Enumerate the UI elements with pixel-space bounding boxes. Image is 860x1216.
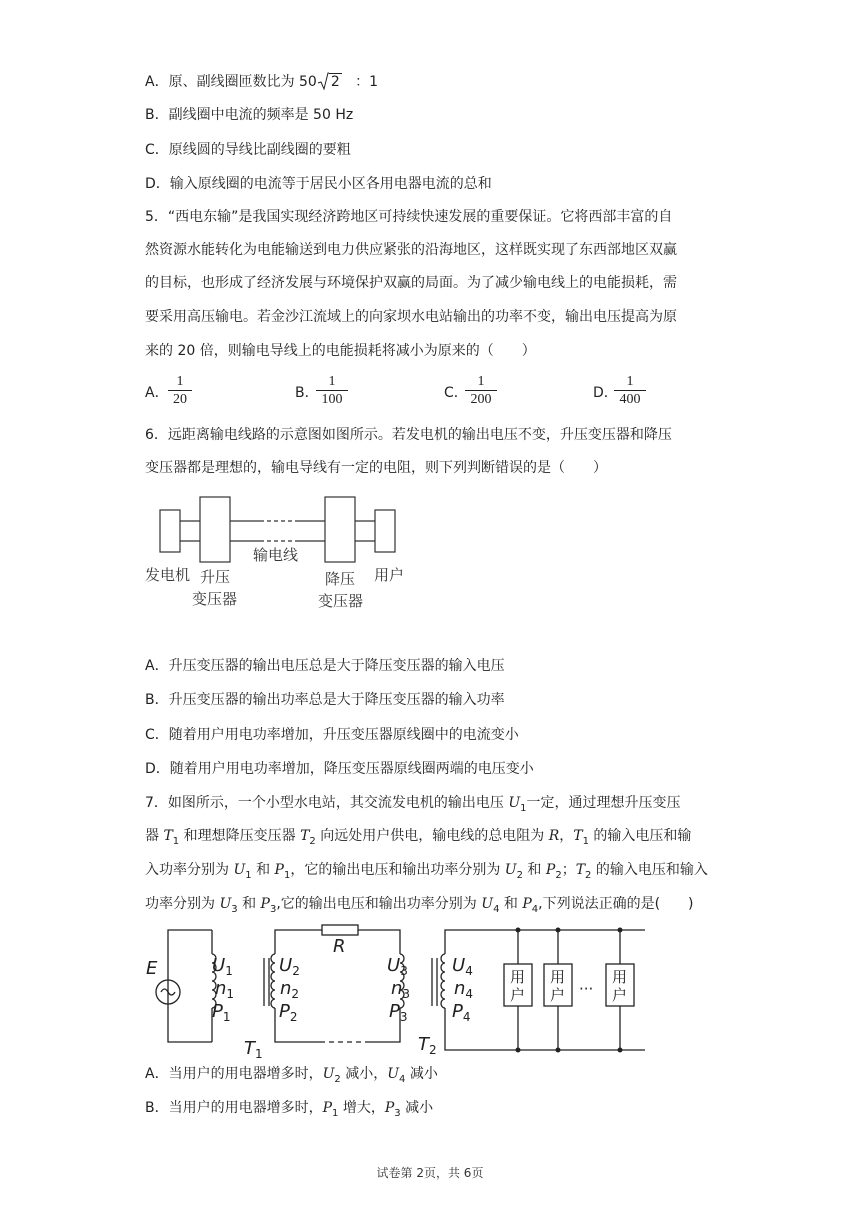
q5-line-5: 来的 20 倍，则输电导线上的电能损耗将减小为原来的（ ） bbox=[145, 343, 536, 359]
q7-text: 和 bbox=[499, 896, 523, 912]
var-r: R bbox=[548, 828, 560, 844]
q5-option-a-fraction bbox=[168, 374, 192, 409]
q6-option-b: B．升压变压器的输出功率总是大于降压变压器的输入功率 bbox=[145, 692, 505, 708]
user-load-3-label-1: 用 bbox=[612, 968, 628, 986]
q7-text: 的输入电压和输入 bbox=[591, 862, 708, 878]
q6-option-a: A．升压变压器的输出电压总是大于降压变压器的输入电压 bbox=[145, 658, 505, 674]
q7-line-1: 7．如图所示，一个小型水电站，其交流发电机的输出电压 $U_1$一定，通过理想升压变压 bbox=[145, 795, 681, 814]
svg-text:P3: $P_3$ bbox=[389, 1001, 408, 1024]
radicand: 2 bbox=[330, 74, 340, 90]
svg-text:U3: $U_3$ bbox=[387, 955, 408, 978]
q4-option-a-text: A．原、副线圈匝数比为 50 bbox=[145, 74, 317, 90]
q7-text: 7．如图所示，一个小型水电站，其交流发电机的输出电压 bbox=[145, 795, 509, 811]
q7-option-a-text: 减小 bbox=[405, 1066, 438, 1082]
q7-text: ； bbox=[561, 862, 576, 878]
q4-option-c: C．原线圆的导线比副线圈的要粗 bbox=[145, 142, 351, 158]
q5-option-d-label: D． bbox=[593, 385, 618, 401]
q7-text: ，它的输出电压和输出功率分别为 bbox=[290, 862, 505, 878]
q7-line-2: 器 $T_1$ 和理想降压变压器 $T_2$ 向远处用户供电，输电线的总电阻为 R，$T_1$ 的输入电压和输 bbox=[145, 828, 692, 847]
user-load-1-label-2: 户 bbox=[510, 986, 526, 1004]
q7-text: 和 bbox=[237, 896, 261, 912]
q5-line-3: 的目标，也形成了经济发展与环境保护双赢的局面。为了减少输电线上的电能损耗，需 bbox=[145, 275, 677, 291]
step-down-label-1: 降压 bbox=[325, 570, 356, 588]
q7-circuit-diagram bbox=[140, 922, 655, 1060]
user-load-1-label-1: 用 bbox=[510, 968, 526, 986]
q7-option-a: A．当用户的用电器增多时，$U_2$ 减小，$U_4$ 减小 bbox=[145, 1066, 438, 1085]
q5-line-1: 5．“西电东输”是我国实现经济跨地区可持续快速发展的重要保证。它将西部丰富的自 bbox=[145, 209, 673, 225]
user-label: 用户 bbox=[374, 566, 405, 584]
q7-option-b-text: B．当用户的用电器增多时， bbox=[145, 1100, 323, 1116]
transmission-diagram bbox=[140, 490, 420, 620]
q7-text: 和理想降压变压器 bbox=[179, 828, 301, 844]
q7-text: ,下列说法正确的是( ) bbox=[538, 896, 694, 912]
numerator: 1 bbox=[316, 374, 348, 391]
t1-secondary-coil bbox=[271, 954, 275, 1008]
q6-line-1: 6．远距离输电线路的示意图如图所示。若发电机的输出电压不变，升压变压器和降压 bbox=[145, 427, 672, 443]
sqrt-symbol bbox=[317, 71, 342, 92]
svg-text:U4: $U_4$ bbox=[452, 955, 473, 978]
label-t2: $T_2$ bbox=[418, 1034, 437, 1057]
q6-line-2: 变压器都是理想的，输电导线有一定的电阻，则下列判断错误的是（ ） bbox=[145, 460, 607, 476]
numerator: 1 bbox=[465, 374, 497, 391]
generator-box bbox=[160, 510, 180, 552]
var-t1: T bbox=[163, 828, 173, 844]
svg-text:n2: $n_2$ bbox=[280, 978, 300, 1001]
q7-line-4: 功率分别为 $U_3$ 和 $P_3$,它的输出电压和输出功率分别为 $U_4$ 和 $P_4$,下列说法正确的是( ) bbox=[145, 896, 694, 915]
q7-text: ， bbox=[559, 828, 574, 844]
user-box bbox=[375, 510, 395, 552]
numerator: 1 bbox=[614, 374, 646, 391]
q5-line-4: 要采用高压输电。若金沙江流域上的向家坝水电站输出的功率不变，输出电压提高为原 bbox=[145, 309, 677, 325]
page-footer: 试卷第 2页，共 6页 bbox=[376, 1166, 484, 1180]
step-up-label-2: 变压器 bbox=[192, 590, 238, 608]
q4-option-a bbox=[145, 71, 378, 92]
radical-sign bbox=[317, 71, 329, 91]
q6-option-d: D．随着用户用电功率增加，降压变压器原线圈两端的电压变小 bbox=[145, 761, 534, 777]
q7-text: 向远处用户供电，输电线的总电阻为 bbox=[315, 828, 549, 844]
var-u1: U bbox=[508, 795, 521, 811]
label-t1: $T_1$ bbox=[244, 1038, 263, 1060]
user-load-2-label-2: 户 bbox=[550, 986, 566, 1004]
q7-option-a-text: 减小， bbox=[340, 1066, 388, 1082]
denominator: 20 bbox=[173, 392, 187, 407]
q5-option-c-fraction bbox=[465, 374, 497, 409]
svg-text:U1: $U_1$ bbox=[212, 955, 233, 978]
svg-text:P2: $P_2$ bbox=[279, 1001, 298, 1024]
transmission-line-label: 输电线 bbox=[253, 546, 299, 564]
var-t2: T bbox=[300, 828, 310, 844]
q7-text: 的输入电压和输 bbox=[588, 828, 692, 844]
resistor-r bbox=[322, 925, 358, 935]
denominator: 400 bbox=[619, 392, 641, 407]
q7-text: 和 bbox=[522, 862, 546, 878]
q7-option-b-text: 增大， bbox=[338, 1100, 385, 1116]
q7-text: ,它的输出电压和输出功率分别为 bbox=[276, 896, 482, 912]
t2-secondary-coil bbox=[441, 954, 445, 1008]
q7-option-b: B．当用户的用电器增多时，$P_1$ 增大，$P_3$ 减小 bbox=[145, 1100, 434, 1119]
var-t1: T bbox=[573, 828, 583, 844]
svg-text:P1: $P_1$ bbox=[212, 1001, 231, 1024]
q6-option-c: C．随着用户用电功率增加，升压变压器原线圈中的电流变小 bbox=[145, 727, 519, 743]
q7-option-b-text: 减小 bbox=[400, 1100, 434, 1116]
q5-option-a-label: A． bbox=[145, 385, 169, 401]
q4-option-a-tail: ：1 bbox=[355, 74, 379, 90]
svg-text:n4: $n_4$ bbox=[454, 978, 474, 1001]
q7-text: 一定，通过理想升压变压 bbox=[526, 795, 681, 811]
step-up-transformer-box bbox=[200, 497, 230, 562]
step-down-label-2: 变压器 bbox=[318, 592, 364, 610]
step-up-label-1: 升压 bbox=[200, 568, 231, 586]
q5-line-2: 然资源水能转化为电能输送到电力供应紧张的沿海地区，这样既实现了东西部地区双赢 bbox=[145, 242, 677, 258]
q5-option-d-fraction bbox=[614, 374, 646, 409]
q5-option-b-label: B． bbox=[295, 385, 319, 401]
ellipsis: ··· bbox=[579, 980, 594, 998]
q7-text: 器 bbox=[145, 828, 164, 844]
q4-option-b: B．副线圈中电流的频率是 50 Hz bbox=[145, 107, 354, 123]
svg-text:P4: $P_4$ bbox=[452, 1001, 471, 1024]
generator-label: 发电机 bbox=[145, 566, 191, 584]
q7-text: 和 bbox=[251, 862, 275, 878]
step-down-transformer-box bbox=[325, 497, 355, 562]
denominator: 100 bbox=[321, 392, 343, 407]
svg-text:U2: $U_2$ bbox=[279, 955, 300, 978]
q4-option-d: D．输入原线圈的电流等于居民小区各用电器电流的总和 bbox=[145, 176, 492, 192]
label-e: E bbox=[146, 958, 158, 979]
label-r: R bbox=[333, 936, 346, 957]
q7-option-a-text: A．当用户的用电器增多时， bbox=[145, 1066, 323, 1082]
svg-text:n3: $n_3$ bbox=[391, 978, 411, 1001]
user-load-2-label-1: 用 bbox=[550, 968, 566, 986]
q7-text: 功率分别为 bbox=[145, 896, 220, 912]
q5-option-b-fraction bbox=[316, 374, 348, 409]
svg-text:n1: $n_1$ bbox=[215, 978, 235, 1001]
q7-line-3: 入功率分别为 $U_1$ 和 $P_1$，它的输出电压和输出功率分别为 $U_2$ 和 $P_2$；$T_2$ 的输入电压和输入 bbox=[145, 862, 708, 881]
q7-text: 入功率分别为 bbox=[145, 862, 234, 878]
q5-option-c-label: C． bbox=[444, 385, 468, 401]
denominator: 200 bbox=[470, 392, 492, 407]
user-load-3-label-2: 户 bbox=[612, 986, 628, 1004]
numerator: 1 bbox=[168, 374, 192, 391]
